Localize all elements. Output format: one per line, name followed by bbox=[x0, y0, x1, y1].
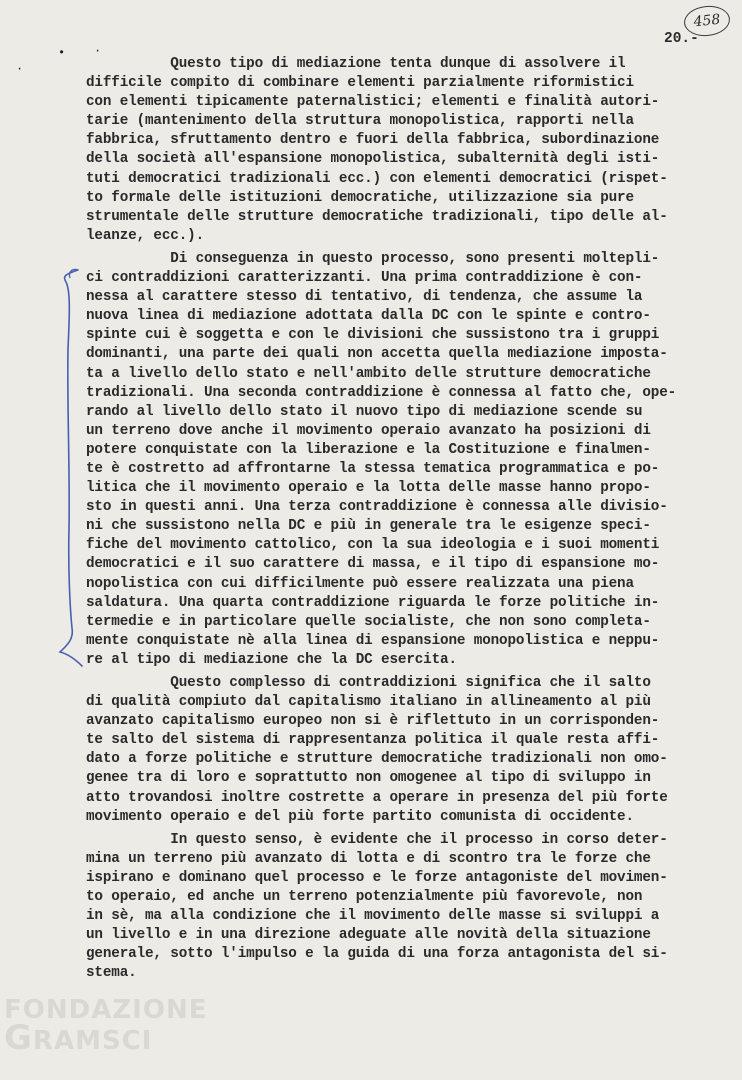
page-number: 20.- bbox=[664, 31, 699, 47]
margin-bracket-annotation bbox=[58, 268, 88, 668]
paragraph-4: In questo senso, è evidente che il processo in corso deter- mina un terreno più avanzato di lotta e di scontro tra le forze che ispirano e dominano quel processo e le forze antagoniste del movimen- to operaio, ed anche un terreno potenzialmente più favorevole, non in sè, ma alla condizione che il movimento delle masse si sviluppi a un livello e in una direzione adeguate alle novità della situazione generale, sotto l'impulso e la guida di una forza antagonista del si- stema. bbox=[86, 831, 668, 982]
paragraph-3: Questo complesso di contraddizioni significa che il salto di qualità compiuto dal capitalismo italiano in allineamento al più avanzato capitalismo europeo non si è riflettuto in un corrisponden- te salto del sistema di rappresentanza politica il quale resta affi- dato a forze politiche e strutture democratiche tradizionali non omo- genee tra di loro e soprattutto non omogenee al tipo di sviluppo in atto trovandosi inoltre costrette a operare in presenza del più forte movimento operaio e del più forte partito comunista di occidente. bbox=[86, 675, 668, 825]
paragraph-1: Questo tipo di mediazione tenta dunque di assolvere il difficile compito di combinare elementi parzialmente riformistici con elementi tipicamente paternalistici; elementi e finalità autori- tarie (mantenimento della struttura monopolistica, rapporti nella fabbrica, sfruttamento dentro e fuori della fabbrica, subordinazione della società all'espansione monopolistica, subalternità degli isti- tuti democratici tradizionali ecc.) con elementi democratici (rispet- to formale delle istituzioni democratiche, utilizzazione sia pure strumentale delle strutture democratiche tradizionali, tipo delle al- leanze, ecc.). bbox=[86, 56, 668, 244]
watermark-line-2: GRAMSCI bbox=[4, 1018, 153, 1058]
watermark-logo bbox=[4, 995, 264, 1058]
watermark-line-1: FONDAZIONE bbox=[4, 995, 208, 1025]
archive-stamp-number: 458 bbox=[683, 4, 732, 39]
document-page: • · · 458 20.- Questo tipo di mediazione tenta dunque di assolvere il difficile compito di combinare elementi parzialmente riformistici con elementi tipicamente paternalistici; elementi e finalità autori- tarie (mantenimento della struttura monopolistica, rapporti nella fabbrica, sfruttamento dentro e fuori della fabbrica, subordinazione della società all'espansione monopolistica, subalternità degli isti- tuti democratici tradizionali ecc.) con elementi democratici (rispet- to formale delle istituzioni democratiche, utilizzazione sia pure strumentale delle strutture democratiche tradizionali, tipo delle al- leanze, ecc.). Di conseguenza in questo processo, sono presenti moltepli- ci contraddizioni caratterizzanti. Una prima contraddizione è con- nessa al carattere stesso di tentativo, di tendenza, che assume la nuova linea di mediazione adottata dalla DC con le spinte e contro- spinte cui è soggetta e con le divisioni che sussistono tra i gruppi dominanti, una parte dei quali non accetta quella mediazione imposta- ta a livello dello stato e nell'ambito delle strutture democratiche tradizionali. Una seconda contraddizione è connessa al fatto che, ope- rando al livello dello stato il nuovo tipo di mediazione scende su un terreno dove anche il movimento operaio avanzato ha posizioni di potere conquistate con la liberazione e la Costituzione e finalmen- te è costretto ad affrontarne la stessa tematica programmatica e po- litica che il movimento operaio e la lotta delle masse hanno propo- sto in questi anni. Una terza contraddizione è connessa alle divisio- ni che sussistono nella DC e più in generale tra le esigenze speci- fiche del movimento cattolico, con la sua ideologia e i suoi momenti democratici e il suo carattere di massa, e il tipo di espansione mo- nopolistica con cui difficilmente può essere realizzata una piena saldatura. Una quarta contraddizione riguarda le forze politiche in- termedie e in particolare quelle socialiste, che non sono completa- mente conquistate nè alla linea di espansione monopolistica e neppu- re al tipo di mediazione che la DC esercita. Questo complesso di contraddizioni significa che il salto di qualità compiuto dal capitalismo italiano in allineamento al più avanzato capitalismo europeo non si è riflettuto in un corrisponden- te salto del sistema di rappresentanza politica il quale resta affi- dato a forze politiche e strutture democratiche tradizionali non omo- genee tra di loro e soprattutto non omogenee al tipo di sviluppo in atto trovandosi inoltre costrette a operare in presenza del più forte movimento operaio e del più forte partito comunista di occidente. In questo senso, è evidente che il processo in corso deter- mina un terreno più avanzato di lotta e di scontro tra le forze che ispirano e dominano quel processo e le forze antagoniste del movimen- to operaio, ed anche un terreno potenzialmente più favorevole, non in sè, ma alla condizione che il movimento delle masse si sviluppi a un livello e in una direzione adeguate alle novità della situazione generale, sotto l'impulso e la guida di una forza antagonista del si- stema. FONDAZIONE GRAMSCI bbox=[0, 0, 742, 1080]
document-body bbox=[86, 55, 712, 984]
paragraph-2: Di conseguenza in questo processo, sono presenti moltepli- ci contraddizioni caratterizzanti. Una prima contraddizione è con- nessa al carattere stesso di tentativo, di tendenza, che assume la nuova linea di mediazione adottata dalla DC con le spinte e contro- spinte cui è soggetta e con le divisioni che sussistono tra i gruppi dominanti, una parte dei quali non accetta quella mediazione imposta- ta a livello dello stato e nell'ambito delle strutture democratiche tradizionali. Una seconda contraddizione è connessa al fatto che, ope- rando al livello dello stato il nuovo tipo di mediazione scende su un terreno dove anche il movimento operaio avanzato ha posizioni di potere conquistate con la liberazione e la Costituzione e finalmen- te è costretto ad affrontarne la stessa tematica programmatica e po- litica che il movimento operaio e la lotta delle masse hanno propo- sto in questi anni. Una terza contraddizione è connessa alle divisio- ni che sussistono nella DC e più in generale tra le esigenze speci- fiche del movimento cattolico, con la sua ideologia e i suoi momenti democratici e il suo carattere di massa, e il tipo di espansione mo- nopolistica con cui difficilmente può essere realizzata una piena saldatura. Una quarta contraddizione riguarda le forze politiche in- termedie e in particolare quelle socialiste, che non sono completa- mente conquistate nè alla linea di espansione monopolistica e neppu- re al tipo di mediazione che la DC esercita. bbox=[86, 250, 677, 668]
